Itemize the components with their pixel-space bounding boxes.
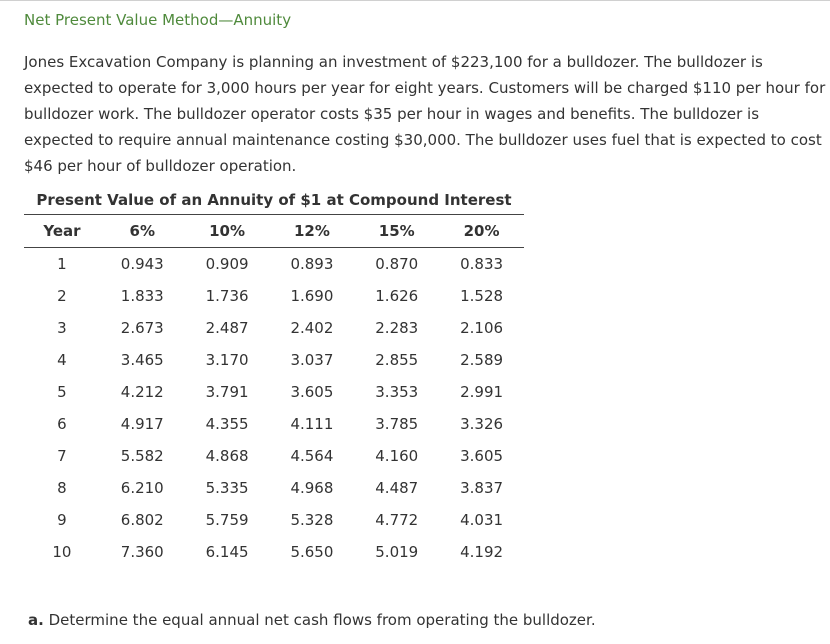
cell-value: 5.650 — [290, 543, 334, 561]
cell-value: 4.160 — [375, 447, 419, 465]
cell-year: 2 — [57, 287, 67, 305]
cell-value: 5.759 — [205, 511, 249, 529]
cell-value: 0.870 — [375, 255, 419, 273]
cell-value: 2.589 — [460, 351, 504, 369]
cell-value: 0.833 — [460, 255, 504, 273]
cell-value: 0.893 — [290, 255, 334, 273]
table-row — [24, 536, 524, 568]
header-rate-10: 10% — [185, 215, 270, 248]
cell-year: 10 — [52, 543, 72, 561]
section-title: Net Present Value Method—Annuity — [24, 11, 292, 29]
top-divider — [0, 0, 830, 1]
cell-year: 9 — [57, 511, 67, 529]
cell-value: 3.465 — [120, 351, 164, 369]
problem-paragraph: Jones Excavation Company is planning an investment of $223,100 for a bulldozer. The bulldozer is expected to operate for 3,000 hours per year for eight years. Customers will be charged $110 per hour for bulldozer work. The bulldozer operator costs $35 per hour in wages and benefits. The bulldozer is expected to require annual maintenance costing $30,000. The bulldozer uses fuel that is expected to cost $46 per hour of bulldozer operation. — [24, 53, 826, 175]
cell-value: 4.868 — [205, 447, 249, 465]
cell-value: 2.106 — [460, 319, 504, 337]
cell-value: 2.855 — [375, 351, 419, 369]
table-row — [24, 472, 524, 504]
cell-value: 5.582 — [120, 447, 164, 465]
cell-value: 1.736 — [205, 287, 249, 305]
cell-value: 4.212 — [120, 383, 164, 401]
header-year: Year — [24, 215, 100, 248]
cell-value: 4.564 — [290, 447, 334, 465]
cell-value: 4.111 — [290, 415, 334, 433]
header-rate-6: 6% — [100, 215, 185, 248]
cell-year: 6 — [57, 415, 67, 433]
cell-value: 4.355 — [205, 415, 249, 433]
table-row — [24, 440, 524, 472]
cell-value: 3.605 — [290, 383, 334, 401]
cell-value: 6.210 — [120, 479, 164, 497]
header-rate-12: 12% — [270, 215, 355, 248]
present-value-annuity-table — [24, 215, 524, 568]
cell-value: 1.626 — [375, 287, 419, 305]
cell-year: 1 — [57, 255, 67, 273]
cell-value: 3.605 — [460, 447, 504, 465]
present-value-table-container — [24, 189, 524, 568]
cell-value: 1.690 — [290, 287, 334, 305]
question-label: a. — [28, 611, 44, 629]
table-title: Present Value of an Annuity of $1 at Compound Interest — [24, 189, 524, 215]
cell-value: 5.328 — [290, 511, 334, 529]
header-rate-20: 20% — [439, 215, 524, 248]
cell-year: 3 — [57, 319, 67, 337]
table-row — [24, 408, 524, 440]
cell-value: 4.487 — [375, 479, 419, 497]
cell-value: 5.019 — [375, 543, 419, 561]
cell-value: 6.802 — [120, 511, 164, 529]
cell-year: 8 — [57, 479, 67, 497]
table-header-row — [24, 215, 524, 248]
cell-year: 5 — [57, 383, 67, 401]
cell-value: 4.968 — [290, 479, 334, 497]
cell-value: 2.283 — [375, 319, 419, 337]
question-text: Determine the equal annual net cash flows from operating the bulldozer. — [48, 611, 596, 629]
cell-value: 4.031 — [460, 511, 504, 529]
cell-value: 3.791 — [205, 383, 249, 401]
table-row — [24, 504, 524, 536]
cell-value: 6.145 — [205, 543, 249, 561]
cell-value: 4.772 — [375, 511, 419, 529]
cell-value: 7.360 — [120, 543, 164, 561]
cell-value: 0.943 — [120, 255, 164, 273]
cell-value: 5.335 — [205, 479, 249, 497]
header-rate-15: 15% — [354, 215, 439, 248]
cell-value: 4.192 — [460, 543, 504, 561]
table-row — [24, 312, 524, 344]
cell-value: 3.353 — [375, 383, 419, 401]
cell-value: 2.673 — [120, 319, 164, 337]
cell-value: 3.170 — [205, 351, 249, 369]
table-row — [24, 376, 524, 408]
cell-year: 4 — [57, 351, 67, 369]
cell-value: 3.837 — [460, 479, 504, 497]
table-row — [24, 344, 524, 376]
cell-value: 2.402 — [290, 319, 334, 337]
cell-value: 3.326 — [460, 415, 504, 433]
table-row — [24, 248, 524, 281]
cell-value: 3.785 — [375, 415, 419, 433]
cell-value: 2.991 — [460, 383, 504, 401]
cell-value: 1.528 — [460, 287, 504, 305]
cell-year: 7 — [57, 447, 67, 465]
cell-value: 2.487 — [205, 319, 249, 337]
question-a — [28, 611, 596, 629]
table-row — [24, 280, 524, 312]
cell-value: 1.833 — [120, 287, 164, 305]
cell-value: 0.909 — [205, 255, 249, 273]
cell-value: 3.037 — [290, 351, 334, 369]
cell-value: 4.917 — [120, 415, 164, 433]
